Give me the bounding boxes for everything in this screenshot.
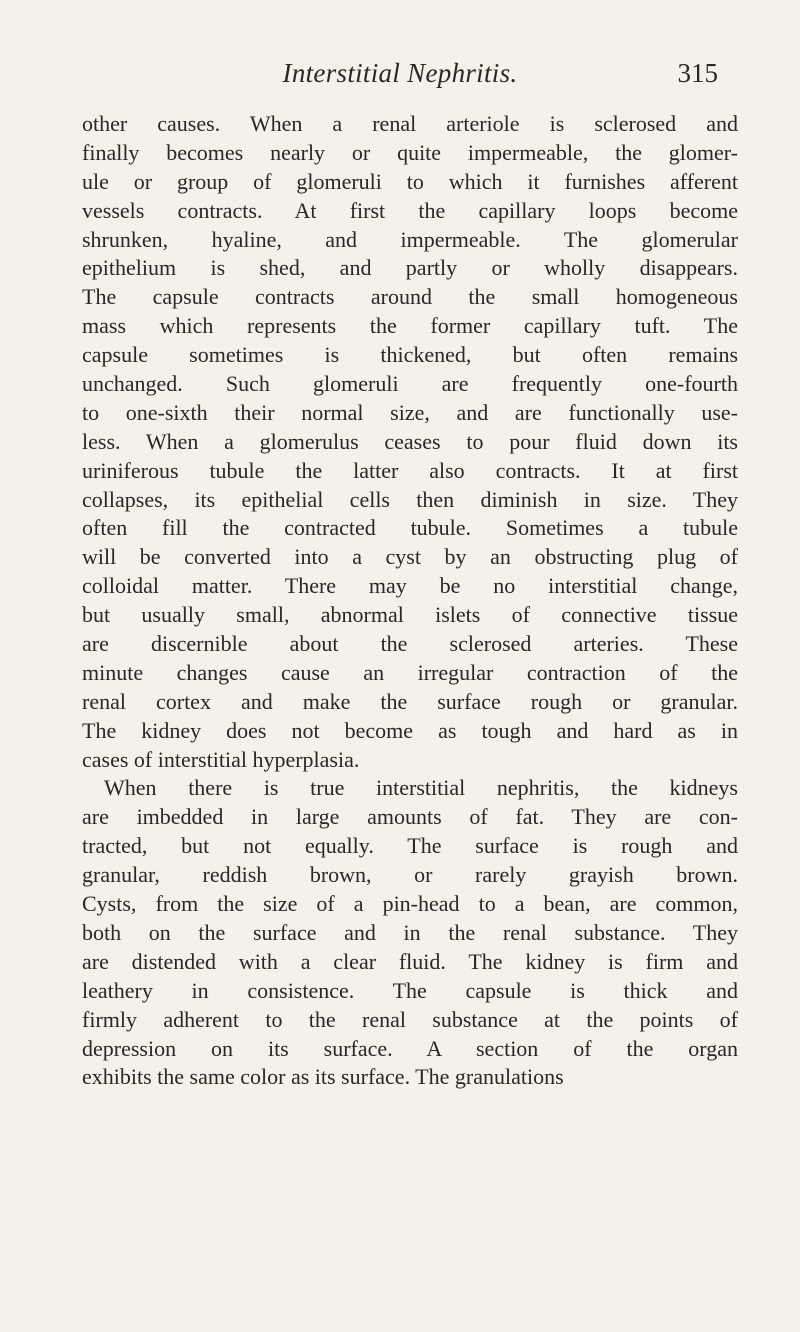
text-line: uriniferous tubule the latter also contracts. It at first: [82, 457, 738, 483]
text-line: minute changes cause an irregular contraction of the: [82, 659, 738, 685]
text-line: other causes. When a renal arteriole is sclerosed and: [82, 111, 738, 136]
text-line: The capsule contracts around the small homogeneous: [82, 284, 738, 310]
text-line: collapses, its epithelial cells then diminish in size. They: [82, 486, 738, 512]
text-line: are distended with a clear fluid. The kidney is firm and: [82, 948, 738, 974]
text-line: to one-sixth their normal size, and are functionally use-: [82, 399, 738, 425]
text-line: finally becomes nearly or quite impermeable, the glomer-: [82, 139, 738, 165]
text-line: vessels contracts. At first the capillary loops become: [82, 197, 738, 223]
text-line: renal cortex and make the surface rough or granular.: [82, 688, 738, 714]
text-line: ule or group of glomeruli to which it furnishes afferent: [82, 168, 738, 194]
text-line: When there is true interstitial nephritis, the kidneys: [104, 775, 738, 801]
text-line: exhibits the same color as its surface. The granulations: [82, 1064, 564, 1090]
text-line: colloidal matter. There may be no interstitial change,: [82, 573, 738, 599]
paragraph-true-interstitial-nephritis: [82, 774, 738, 1092]
text-line: are imbedded in large amounts of fat. They are con-: [82, 804, 738, 830]
text-line: granular, reddish brown, or rarely grayish brown.: [82, 862, 738, 888]
text-line: often fill the contracted tubule. Sometimes a tubule: [82, 515, 738, 541]
text-line: depression on its surface. A section of the organ: [82, 1035, 738, 1061]
page-header: [0, 58, 800, 98]
text-line: less. When a glomerulus ceases to pour fluid down its: [82, 428, 738, 454]
text-line: epithelium is shed, and partly or wholly disappears.: [82, 255, 738, 281]
running-title: Interstitial Nephritis.: [282, 58, 518, 88]
text-line: will be converted into a cyst by an obstructing plug of: [82, 544, 738, 570]
text-line: are discernible about the sclerosed arteries. These: [82, 631, 738, 657]
text-line: leathery in consistence. The capsule is thick and: [82, 977, 738, 1003]
text-line: capsule sometimes is thickened, but often remains: [82, 342, 738, 368]
text-line: both on the surface and in the renal substance. They: [82, 919, 738, 945]
text-line: firmly adherent to the renal substance at the points of: [82, 1006, 738, 1032]
text-line: shrunken, hyaline, and impermeable. The glomerular: [82, 226, 738, 252]
page-number: 315: [677, 58, 718, 88]
text-line: cases of interstitial hyperplasia.: [82, 746, 360, 772]
text-line: tracted, but not equally. The surface is rough and: [82, 833, 738, 859]
paragraph-interstitial-changes: [82, 110, 738, 774]
text-line: Cysts, from the size of a pin-head to a bean, are common,: [82, 891, 738, 917]
text-line: but usually small, abnormal islets of connective tissue: [82, 602, 738, 628]
text-line: unchanged. Such glomeruli are frequently one-fourth: [82, 371, 738, 397]
text-line: mass which represents the former capillary tuft. The: [82, 313, 738, 339]
text-line: The kidney does not become as tough and hard as in: [82, 717, 738, 743]
body-text: [82, 110, 738, 1092]
